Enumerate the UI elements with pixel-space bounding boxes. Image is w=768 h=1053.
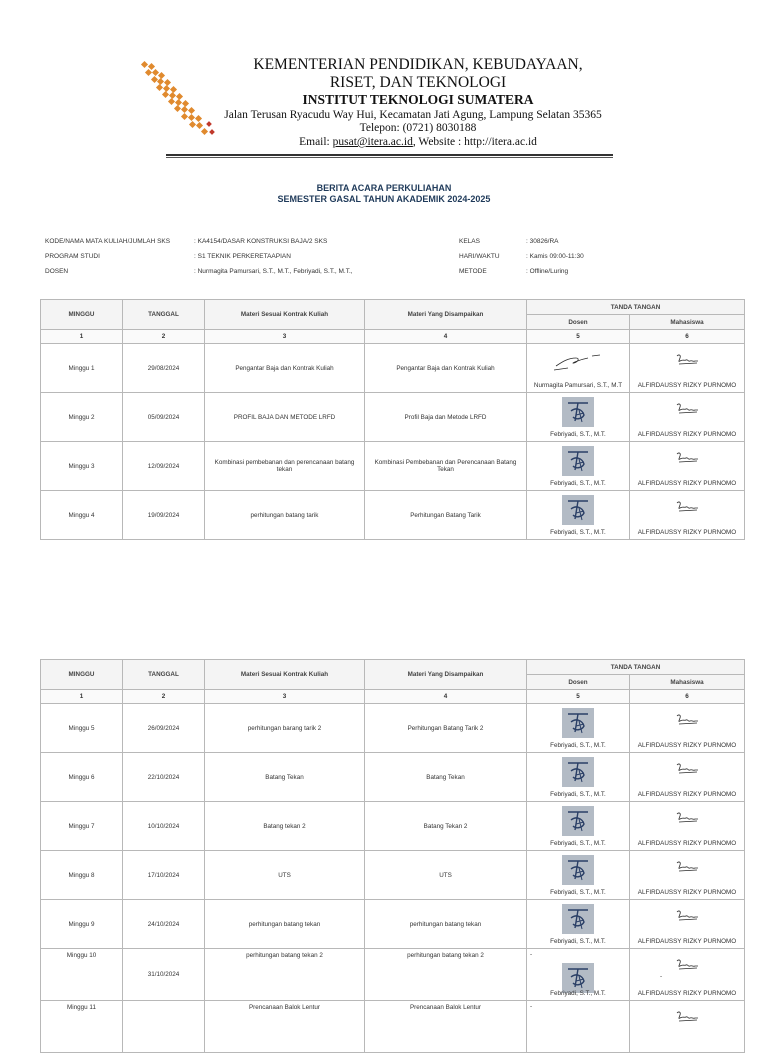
cell-dosen-signature [527, 949, 630, 1001]
cell-minggu: Minggu 3 [41, 442, 123, 491]
lecturer-name: Nurmagita Pamursari, S.T., M.T [533, 382, 623, 389]
table-row [41, 344, 745, 393]
cell-materi-disampaikan: Batang Tekan 2 [365, 802, 527, 851]
header-dosen: Dosen [527, 315, 630, 330]
cell-student-signature [630, 344, 745, 393]
cell-student-signature [630, 491, 745, 540]
cell-dosen-signature [527, 704, 630, 753]
cell-minggu: Minggu 4 [41, 491, 123, 540]
table-row [41, 753, 745, 802]
info-label-program: PROGRAM STUDI [45, 253, 100, 260]
lecturer-signature-stamp [562, 855, 594, 885]
info-value-schedule: : Kamis 09:00-11:30 [526, 253, 584, 260]
student-name: ALFIRDAUSSY RIZKY PURNOMO [637, 382, 737, 389]
cell-tanggal: 31/10/2024 [123, 949, 205, 1001]
lecturer-signature-stamp [562, 495, 594, 525]
student-signature [675, 450, 699, 466]
cell-materi-kontrak: perhitungan batang tekan 2 [205, 949, 365, 1001]
cell-tanggal [123, 1001, 205, 1053]
cell-tanggal: 05/09/2024 [123, 393, 205, 442]
cell-materi-kontrak: perhitungan barang tarik 2 [205, 704, 365, 753]
header-mahasiswa: Mahasiswa [630, 315, 745, 330]
website: , Website : http://itera.ac.id [412, 136, 537, 148]
cell-materi-kontrak: Batang tekan 2 [205, 802, 365, 851]
cell-materi-disampaikan: Profil Baja dan Metode LRFD [365, 393, 527, 442]
dash-mark: - [530, 1003, 533, 1010]
info-label-lecturer: DOSEN [45, 268, 69, 275]
letterhead-rule [166, 154, 613, 156]
lecturer-name: Febriyadi, S.T., M.T. [550, 990, 606, 997]
info-value-program: : S1 TEKNIK PERKERETAAPIAN [194, 253, 291, 260]
table-row [41, 1001, 745, 1053]
col-number: 4 [365, 690, 527, 704]
header-minggu: MINGGU [41, 660, 123, 690]
cell-materi-kontrak: Pengantar Baja dan Kontrak Kuliah [205, 344, 365, 393]
student-name: ALFIRDAUSSY RIZKY PURNOMO [637, 840, 737, 847]
attendance-table-1 [40, 299, 745, 540]
cell-dosen-signature [527, 491, 630, 540]
student-name: ALFIRDAUSSY RIZKY PURNOMO [637, 791, 737, 798]
cell-dosen-signature [527, 802, 630, 851]
email-website [218, 135, 618, 149]
lecturer-signature-stamp [562, 963, 594, 993]
table-row [41, 900, 745, 949]
lecturer-name: Febriyadi, S.T., M.T. [550, 742, 606, 749]
cell-tanggal: 17/10/2024 [123, 851, 205, 900]
letterhead [138, 50, 618, 160]
lecturer-name: Febriyadi, S.T., M.T. [550, 840, 606, 847]
student-signature [675, 712, 699, 728]
lecturer-signature [548, 350, 608, 372]
title-line1: BERITA ACARA PERKULIAHAN [316, 183, 452, 193]
cell-minggu: Minggu 8 [41, 851, 123, 900]
title-line2: SEMESTER GASAL TAHUN AKADEMIK 2024-2025 [277, 194, 491, 204]
address: Jalan Terusan Ryacudu Way Hui, Kecamatan Jati Agung, Lampung Selatan 35365 [224, 109, 602, 121]
header-tanggal: TANGGAL [123, 300, 205, 330]
student-signature [675, 1009, 699, 1025]
cell-materi-disampaikan: perhitungan batang tekan 2 [365, 949, 527, 1001]
cell-student-signature [630, 393, 745, 442]
cell-minggu: Minggu 2 [41, 393, 123, 442]
cell-minggu: Minggu 7 [41, 802, 123, 851]
cell-materi-kontrak: UTS [205, 851, 365, 900]
header-materi-disampaikan: Materi Yang Disampaikan [365, 660, 527, 690]
cell-dosen-signature [527, 393, 630, 442]
col-number: 5 [527, 330, 630, 344]
cell-tanggal: 22/10/2024 [123, 753, 205, 802]
table-row [41, 851, 745, 900]
student-signature [675, 761, 699, 777]
lecturer-name: Febriyadi, S.T., M.T. [550, 529, 606, 536]
student-name: ALFIRDAUSSY RIZKY PURNOMO [637, 529, 737, 536]
cell-dosen-signature [527, 753, 630, 802]
lecturer-signature-stamp [562, 446, 594, 476]
itera-logo [138, 58, 218, 138]
student-name: ALFIRDAUSSY RIZKY PURNOMO [637, 990, 737, 997]
cell-minggu: Minggu 10 [41, 949, 123, 1001]
table-row [41, 442, 745, 491]
col-number: 3 [205, 330, 365, 344]
header-materi-kontrak: Materi Sesuai Kontrak Kuliah [205, 660, 365, 690]
cell-minggu: Minggu 11 [41, 1001, 123, 1053]
cell-tanggal: 10/10/2024 [123, 802, 205, 851]
cell-materi-kontrak: perhitungan batang tekan [205, 900, 365, 949]
lecturer-name: Febriyadi, S.T., M.T. [550, 889, 606, 896]
cell-minggu: Minggu 5 [41, 704, 123, 753]
student-signature [675, 908, 699, 924]
cell-materi-disampaikan: Perhitungan Batang Tarik [365, 491, 527, 540]
col-number: 6 [630, 330, 745, 344]
header-dosen: Dosen [527, 675, 630, 690]
cell-materi-disampaikan: UTS [365, 851, 527, 900]
cell-materi-disampaikan: Perhitungan Batang Tarik 2 [365, 704, 527, 753]
info-left-values [194, 234, 353, 279]
header-tanggal: TANGGAL [123, 660, 205, 690]
cell-dosen-signature [527, 1001, 630, 1053]
cell-materi-disampaikan: Prencanaan Balok Lentur [365, 1001, 527, 1053]
info-label-course: KODE/NAMA MATA KULIAH/JUMLAH SKS [45, 238, 171, 245]
phone: Telepon: (0721) 8030188 [359, 122, 477, 134]
cell-tanggal: 19/09/2024 [123, 491, 205, 540]
cell-materi-kontrak: PROFIL BAJA DAN METODE LRFD [205, 393, 365, 442]
letterhead-text [218, 50, 618, 149]
header-tanda-tangan: TANDA TANGAN [527, 300, 745, 315]
document-title [0, 183, 768, 205]
col-number: 4 [365, 330, 527, 344]
cell-student-signature [630, 1001, 745, 1053]
info-left-labels [45, 234, 170, 279]
info-value-method: : Offline/Luring [526, 268, 569, 275]
ministry-line2: RISET, DAN TEKNOLOGI [329, 74, 507, 91]
lecturer-name: Febriyadi, S.T., M.T. [550, 791, 606, 798]
col-number: 2 [123, 330, 205, 344]
header-materi-kontrak: Materi Sesuai Kontrak Kuliah [205, 300, 365, 330]
cell-tanggal: 29/08/2024 [123, 344, 205, 393]
lecturer-name: Febriyadi, S.T., M.T. [550, 431, 606, 438]
cell-tanggal: 12/09/2024 [123, 442, 205, 491]
student-signature [675, 859, 699, 875]
cell-materi-disampaikan: Kombinasi Pembebanan dan Perencanaan Batang Tekan [365, 442, 527, 491]
cell-minggu: Minggu 1 [41, 344, 123, 393]
cell-dosen-signature [527, 851, 630, 900]
info-value-lecturer: : Nurmagita Pamursari, S.T., M.T., Febriyadi, S.T., M.T., [194, 268, 353, 275]
table-row [41, 949, 745, 1001]
info-value-course: : KA4154/DASAR KONSTRUKSI BAJA/2 SKS [194, 238, 328, 245]
cell-materi-disampaikan: Batang Tekan [365, 753, 527, 802]
cell-tanggal: 26/09/2024 [123, 704, 205, 753]
student-signature [675, 352, 699, 368]
student-name: ALFIRDAUSSY RIZKY PURNOMO [637, 889, 737, 896]
lecturer-signature-stamp [562, 904, 594, 934]
dash-mark: - [530, 951, 533, 958]
info-label-class: KELAS [459, 238, 480, 245]
table-row [41, 704, 745, 753]
col-number: 2 [123, 690, 205, 704]
lecturer-signature-stamp [562, 806, 594, 836]
letterhead-rule-thin [166, 157, 613, 158]
cell-materi-kontrak: Kombinasi pembebanan dan perencanaan batang tekan [205, 442, 365, 491]
col-number: 5 [527, 690, 630, 704]
cell-materi-kontrak: Batang Tekan [205, 753, 365, 802]
institution-name: INSTITUT TEKNOLOGI SUMATERA [302, 92, 534, 107]
cell-materi-kontrak: perhitungan batang tarik [205, 491, 365, 540]
student-name: ALFIRDAUSSY RIZKY PURNOMO [637, 742, 737, 749]
cell-materi-kontrak: Prencanaan Balok Lentur [205, 1001, 365, 1053]
col-number: 3 [205, 690, 365, 704]
info-right-labels [459, 234, 500, 279]
header-mahasiswa: Mahasiswa [630, 675, 745, 690]
student-signature [675, 401, 699, 417]
cell-dosen-signature [527, 900, 630, 949]
student-name: ALFIRDAUSSY RIZKY PURNOMO [637, 431, 737, 438]
cell-materi-disampaikan: perhitungan batang tekan [365, 900, 527, 949]
cell-student-signature [630, 851, 745, 900]
info-right-values [526, 234, 584, 279]
header-tanda-tangan: TANDA TANGAN [527, 660, 745, 675]
cell-materi-disampaikan: Pengantar Baja dan Kontrak Kuliah [365, 344, 527, 393]
cell-minggu: Minggu 9 [41, 900, 123, 949]
lecturer-signature-stamp [562, 757, 594, 787]
col-number: 6 [630, 690, 745, 704]
student-signature [675, 957, 699, 973]
student-name: ALFIRDAUSSY RIZKY PURNOMO [637, 480, 737, 487]
info-label-method: METODE [459, 268, 487, 275]
email-link[interactable]: pusat@itera.ac.id [332, 136, 413, 148]
lecturer-name: Febriyadi, S.T., M.T. [550, 480, 606, 487]
cell-student-signature [630, 442, 745, 491]
cell-student-signature [630, 900, 745, 949]
lecturer-signature-stamp [562, 397, 594, 427]
cell-student-signature [630, 949, 745, 1001]
table-row [41, 491, 745, 540]
email-prefix: Email: [299, 136, 333, 148]
table-row [41, 393, 745, 442]
cell-minggu: Minggu 6 [41, 753, 123, 802]
header-materi-disampaikan: Materi Yang Disampaikan [365, 300, 527, 330]
lecturer-signature-stamp [562, 708, 594, 738]
student-name: ALFIRDAUSSY RIZKY PURNOMO [637, 938, 737, 945]
table-row [41, 802, 745, 851]
col-number: 1 [41, 330, 123, 344]
cell-dosen-signature [527, 442, 630, 491]
attendance-table-2 [40, 659, 745, 1053]
ministry-line1: KEMENTERIAN PENDIDIKAN, KEBUDAYAAN, [253, 56, 583, 73]
lecturer-name: Febriyadi, S.T., M.T. [550, 938, 606, 945]
cell-student-signature [630, 704, 745, 753]
info-value-class: : 30826/RA [526, 238, 559, 245]
info-label-schedule: HARI/WAKTU [459, 253, 500, 260]
dash-mark: - [660, 973, 663, 980]
header-minggu: MINGGU [41, 300, 123, 330]
cell-student-signature [630, 753, 745, 802]
cell-student-signature [630, 802, 745, 851]
student-signature [675, 499, 699, 515]
cell-dosen-signature [527, 344, 630, 393]
col-number: 1 [41, 690, 123, 704]
student-signature [675, 810, 699, 826]
cell-tanggal: 24/10/2024 [123, 900, 205, 949]
